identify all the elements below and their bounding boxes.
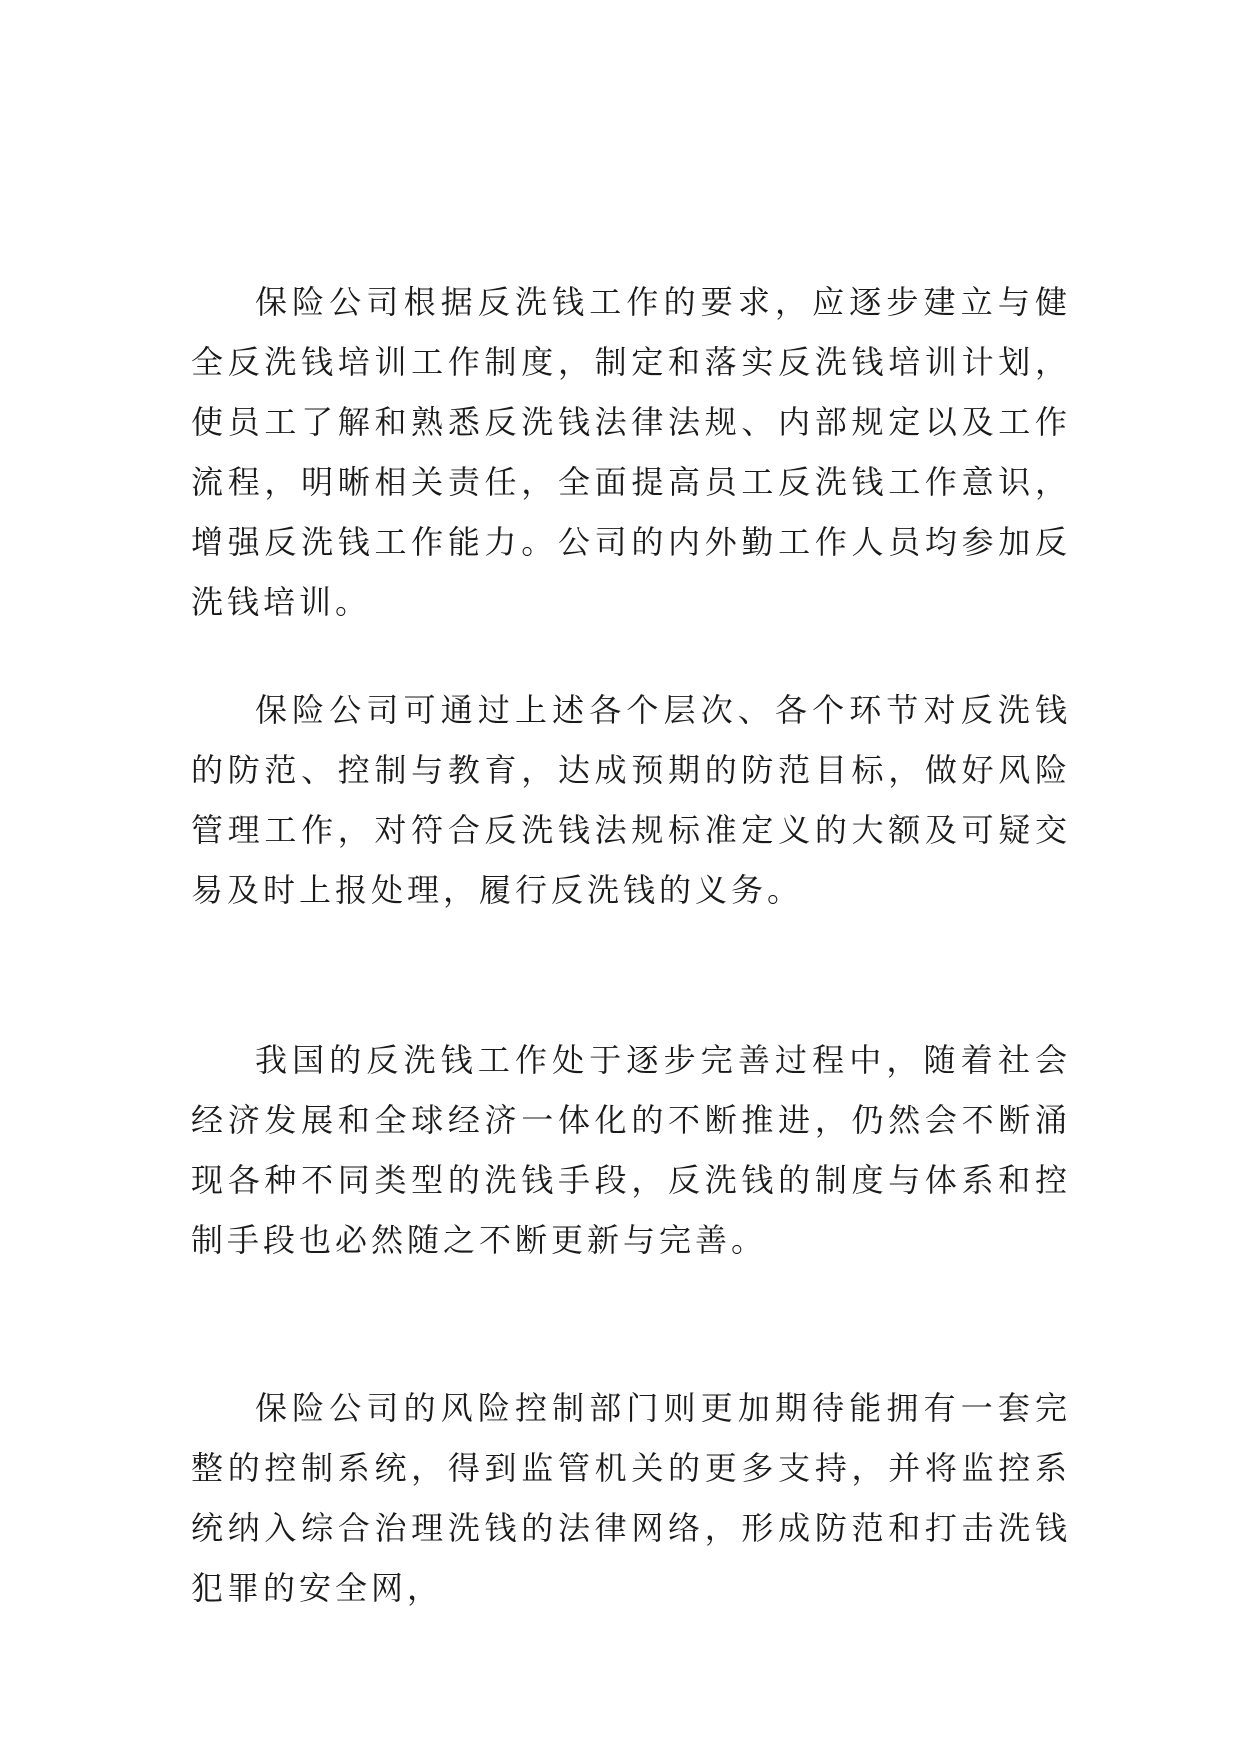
- paragraph-risk-control: 保险公司的风险控制部门则更加期待能拥有一套完整的控制系统，得到监管机关的更多支持，并将监控系统纳入综合治理洗钱的法律网络，形成防范和打击洗钱犯罪的安全网，: [191, 1389, 1071, 1607]
- paragraph-development: 我国的反洗钱工作处于逐步完善过程中，随着社会经济发展和全球经济一体化的不断推进，仍然会不断涌现各种不同类型的洗钱手段，反洗钱的制度与体系和控制手段也必然随之不断更新与完善。: [191, 1041, 1071, 1259]
- paragraph-training: 保险公司根据反洗钱工作的要求，应逐步建立与健全反洗钱培训工作制度，制定和落实反洗钱培训计划，使员工了解和熟悉反洗钱法律法规、内部规定以及工作流程，明晰相关责任，全面提高员工反洗钱工作意识，增强反洗钱工作能力。公司的内外勤工作人员均参加反洗钱培训。: [191, 283, 1071, 621]
- paragraph-prevention: 保险公司可通过上述各个层次、各个环节对反洗钱的防范、控制与教育，达成预期的防范目标，做好风险管理工作，对符合反洗钱法规标准定义的大额及可疑交易及时上报处理，履行反洗钱的义务。: [191, 691, 1071, 909]
